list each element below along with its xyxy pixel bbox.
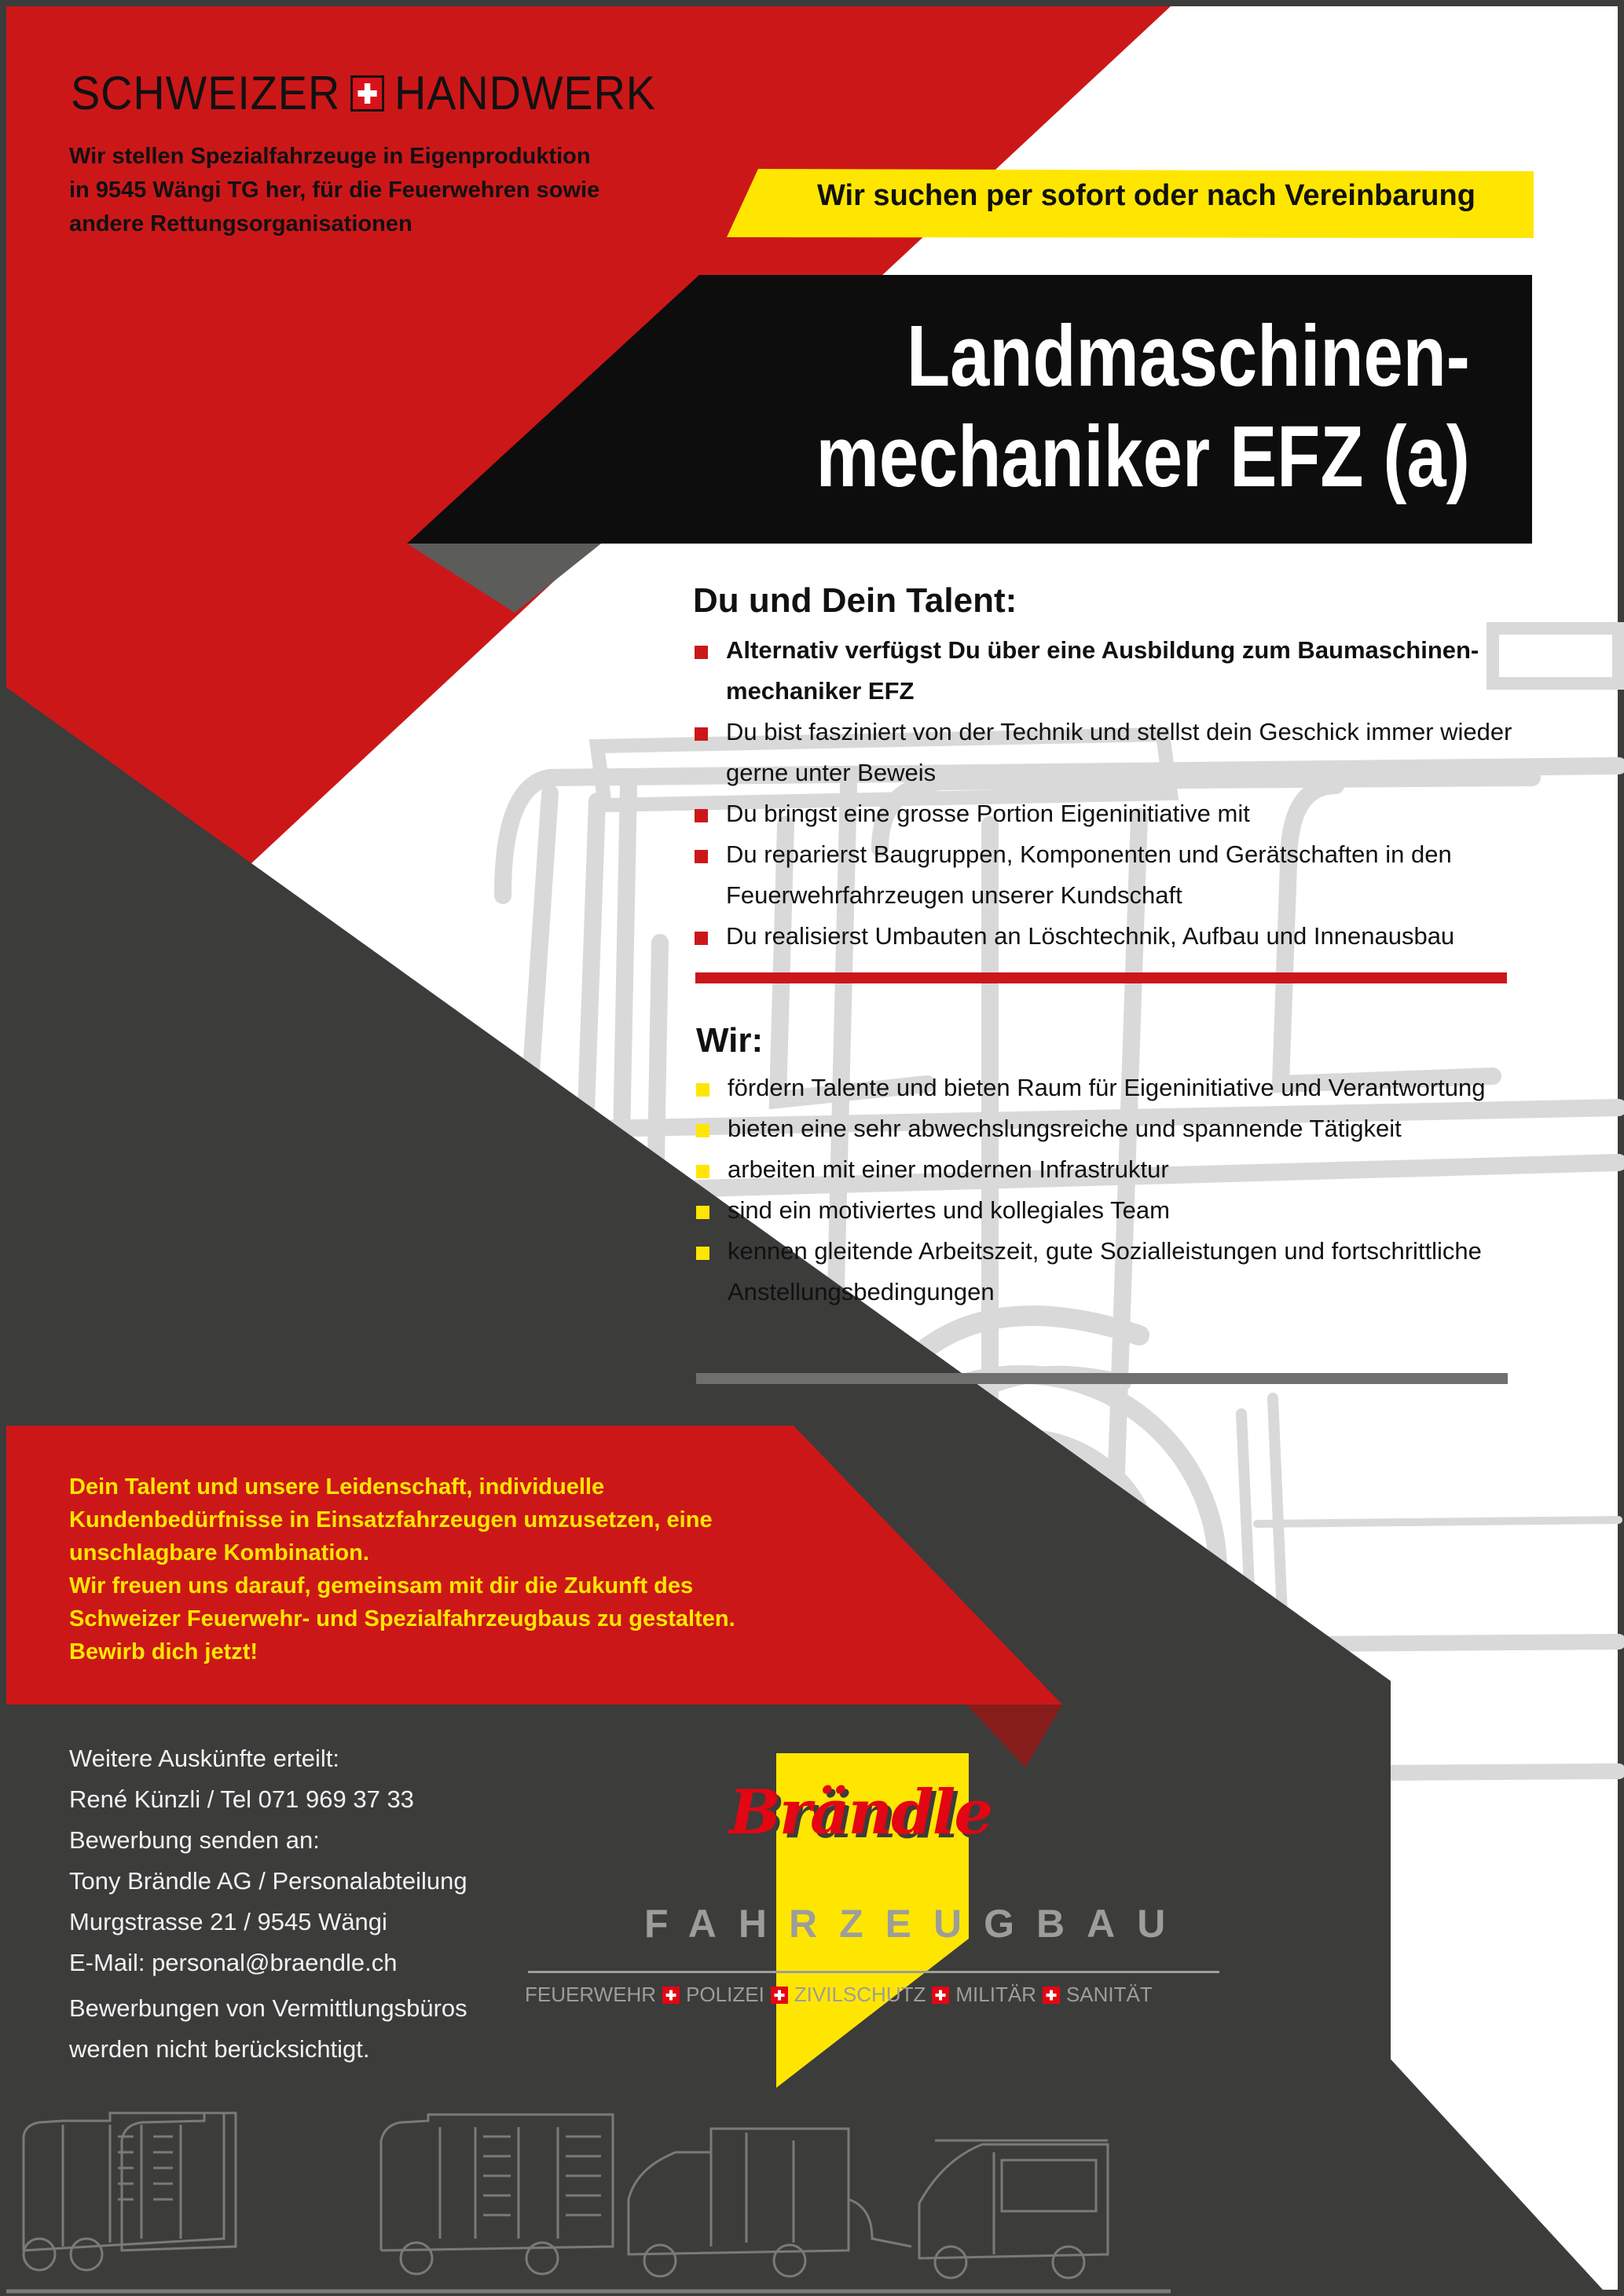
list-item-text: Du bringst eine grosse Portion Eigeninitiative mit (726, 800, 1250, 827)
list-item (695, 834, 1527, 916)
yellow-bullet-icon (696, 1206, 709, 1219)
list-item (695, 712, 1527, 793)
cta-line: Bewirb dich jetzt! (69, 1639, 258, 1664)
address: Murgstrasse 21 / 9545 Wängi (69, 1908, 387, 1935)
red-bullet-icon (695, 932, 708, 945)
seek-text: Wir suchen per sofort oder nach Vereinbarung (817, 179, 1476, 212)
apply-label: Bewerbung senden an: (69, 1826, 320, 1854)
brand-heading (71, 66, 656, 120)
logo-tag: ZIVILSCHUTZ (794, 1983, 926, 2006)
yellow-bullet-icon (696, 1124, 709, 1137)
yellow-bullet-icon (696, 1247, 709, 1260)
list-item-text: arbeiten mit einer modernen Infrastruktur (728, 1155, 1169, 1183)
swiss-cross-icon (932, 1987, 949, 2004)
cta-line: Schweizer Feuerwehr- und Spezialfahrzeugbaus zu gestalten. (69, 1606, 735, 1631)
list-item-text: Du realisierst Umbauten an Löschtechnik, Aufbau und Innenausbau (726, 922, 1455, 950)
list-item (696, 1231, 1529, 1313)
job-title-line1: Landmaschinen- (907, 308, 1470, 405)
agency-note: werden nicht berücksichtigt. (69, 2035, 370, 2063)
logo-tag: POLIZEI (686, 1983, 764, 2006)
we-heading: Wir: (696, 1021, 764, 1060)
logo-tag: FEUERWEHR (525, 1983, 657, 2006)
contact-block (69, 1738, 467, 2070)
yellow-bullet-icon (696, 1165, 709, 1178)
red-bullet-icon (695, 850, 708, 863)
we-list (696, 1067, 1529, 1313)
list-item (696, 1108, 1529, 1149)
swiss-cross-icon (350, 75, 384, 112)
red-bullet-icon (695, 809, 708, 822)
cta-line: Wir freuen uns darauf, gemeinsam mit dir die Zukunft des (69, 1573, 694, 1598)
van-icon (919, 2140, 1108, 2278)
red-bullet-icon (695, 727, 708, 741)
intro-line: andere Rettungsorganisationen (69, 211, 412, 236)
brand-right: HANDWERK (394, 67, 656, 119)
list-item-text: Du reparierst Baugruppen, Komponenten und Gerätschaften in den Feuerwehrfahrzeugen unserer Kundschaft (726, 840, 1452, 909)
list-item-text: sind ein motiviertes und kollegiales Team (728, 1196, 1170, 1224)
red-divider (695, 972, 1507, 983)
list-item-text: Du bist fasziniert von der Technik und stellst dein Geschick immer wieder gerne unter Beweis (726, 718, 1512, 786)
red-bullet-icon (695, 646, 708, 659)
list-item (695, 793, 1527, 834)
agency-note: Bewerbungen von Vermittlungsbüros (69, 1994, 467, 2022)
job-title (816, 306, 1470, 507)
list-item (695, 916, 1527, 957)
list-item (696, 1190, 1529, 1231)
logo-tag: SANITÄT (1065, 1983, 1153, 2006)
job-title-line2: mechaniker EFZ (a) (816, 408, 1470, 505)
logo-divider (528, 1971, 1219, 1973)
list-item (696, 1067, 1529, 1108)
call-to-action (69, 1470, 855, 1668)
list-item (695, 630, 1527, 712)
cta-line: unschlagbare Kombination. (69, 1540, 369, 1565)
talent-list (695, 630, 1527, 957)
list-item-text: kennen gleitende Arbeitszeit, gute Sozialleistungen und fortschrittliche Anstellungsbedingungen (728, 1237, 1482, 1305)
cta-line: Dein Talent und unsere Leidenschaft, individuelle (69, 1474, 605, 1500)
logo-subtitle: FAHRZEUGBAU (644, 1902, 1188, 1946)
yellow-bullet-icon (696, 1083, 709, 1097)
braendle-logo-script: Brändle (729, 1777, 992, 1848)
fire-truck-icon (122, 2113, 236, 2250)
vehicle-lineup (0, 2082, 1257, 2296)
logo-tags (525, 1983, 1153, 2007)
list-item (696, 1149, 1529, 1190)
brand-left: SCHWEIZER (71, 67, 341, 119)
intro-line: Wir stellen Spezialfahrzeuge in Eigenproduktion (69, 144, 591, 169)
intro-text (69, 140, 776, 241)
list-item-text: bieten eine sehr abwechslungsreiche und spannende Tätigkeit (728, 1115, 1402, 1142)
swiss-cross-icon (771, 1987, 788, 2004)
email-link[interactable]: E-Mail: personal@braendle.ch (69, 1949, 398, 1976)
gray-divider (696, 1373, 1508, 1384)
info-person: René Künzli / Tel 071 969 37 33 (69, 1785, 414, 1813)
list-item-text: Alternativ verfügst Du über eine Ausbildung zum Baumaschinen-mechaniker EFZ (726, 636, 1479, 705)
fire-truck-icon (381, 2115, 613, 2274)
talent-heading: Du und Dein Talent: (693, 581, 1017, 620)
swiss-cross-icon (1043, 1987, 1060, 2004)
info-label: Weitere Auskünfte erteilt: (69, 1745, 340, 1772)
swiss-cross-icon (662, 1987, 680, 2004)
cta-line: Kundenbedürfnisse in Einsatzfahrzeugen umzusetzen, eine (69, 1507, 713, 1532)
list-item-text: fördern Talente und bieten Raum für Eigeninitiative und Verantwortung (728, 1074, 1486, 1101)
company-name: Tony Brändle AG / Personalabteilung (69, 1867, 467, 1895)
pickup-pump-icon (629, 2129, 911, 2276)
logo-tag: MILITÄR (955, 1983, 1036, 2006)
intro-line: in 9545 Wängi TG her, für die Feuerwehren sowie (69, 178, 600, 203)
